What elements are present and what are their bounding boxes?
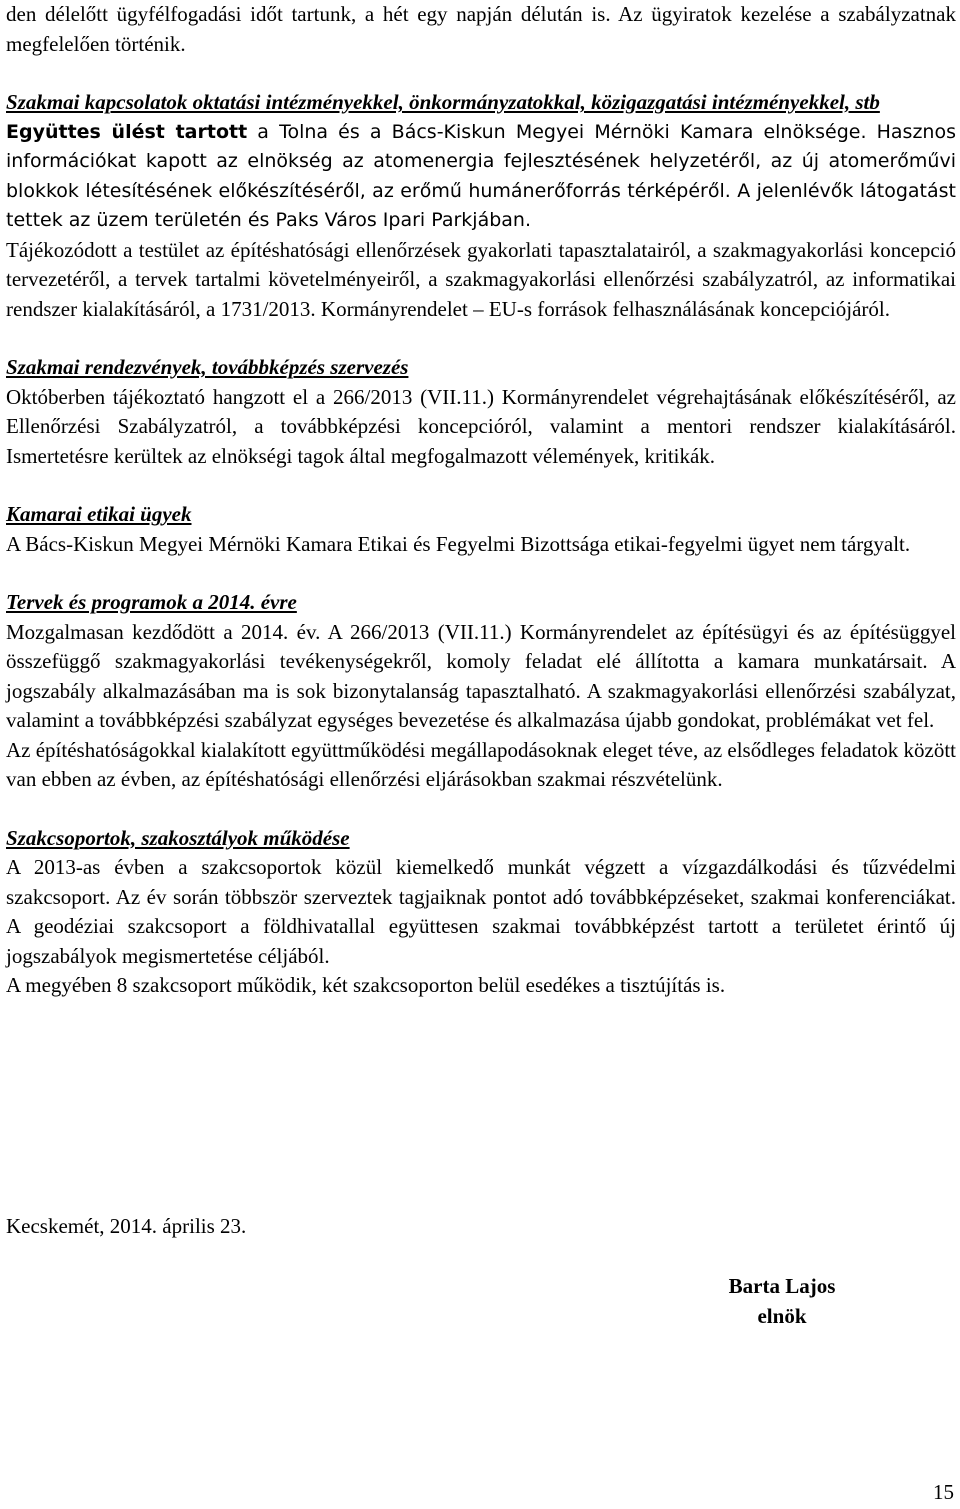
paragraph-szakcsoportok: A 2013-as évben a szakcsoportok közül kiemelkedő munkát végzett a vízgazdálkodási és tűzvédelmi szakcsoport. Az év során többször szerveztek tagjaiknak pontot adó továbbképzéseket, szakmai konferenciákat. A geodéziai szakcsoport a földhivatallal együttesen szakmai továbbképzést tartott a területet érintő új jogszabályok megismertetése céljából. xyxy=(6,855,956,968)
section-heading-rendezvenyek: Szakmai rendezvények, továbbképzés szervezés xyxy=(6,355,409,379)
signer-title: elnök xyxy=(757,1303,807,1328)
paragraph-oktoberben: Októberben tájékoztató hangzott el a 266/2013 (VII.11.) Kormányrendelet végrehajtásának előkészítéséről, az Ellenőrzési Szabályzatról, a továbbképzési koncepcióról, valamint a mentori rendszer kialakításáról. Ismertetésre kerültek az elnökségi tagok által megfogalmazott vélemények, kritikák. xyxy=(6,384,956,468)
paragraph-epiteshatosagokkal: Az építéshatóságokkal kialakított együttműködési megállapodásoknak eleget téve, az elsődleges feladatok között van ebben az évben, az építéshatósági ellenőrzési eljárásokban szakmai részvételünk. xyxy=(6,737,956,791)
signature-block xyxy=(712,1272,852,1331)
section-heading-szakcsoportok: Szakcsoportok, szakosztályok működése xyxy=(6,825,350,850)
paragraph-etikai: A Bács-Kiskun Megyei Mérnöki Kamara Etikai és Fegyelmi Bizottsága etikai-fegyelmi ügyet nem tárgyalt. xyxy=(6,531,911,556)
lead-text: Együttes ülést tartott xyxy=(6,120,248,143)
document-date: Kecskemét, 2014. április 23. xyxy=(6,1214,247,1238)
paragraph-tajekozodott: Tájékozódott a testület az építéshatósági ellenőrzések gyakorlati tapasztalatairól, a szakmagyakorlási koncepció tervezetéről, a tervek tartalmi követelményeiről, a szakmagyakorlási ellenőrzési szabályzatról, az informatikai rendszer kialakításáról, a 1731/2013. Kormányrendelet – EU-s források felhasználásának koncepciójáról. xyxy=(6,237,956,321)
paragraph-mozgalmasan: Mozgalmasan kezdődött a 2014. év. A 266/2013 (VII.11.) Kormányrendelet az építésügyi és az építésüggyel összefüggő szakmagyakorlási tevékenységekről, komoly feladat elé állította a kamara munkatársait. A jogszabály alkalmazásában ma is sok bizonytalanság tapasztalható. A szakmagyakorlási ellenőrzési szabályzat, valamint a továbbképzési szabályzat egységes bevezetése és alkalmazása újabb gondokat, problémákat vet fel. xyxy=(6,619,956,732)
section-heading-etikai: Kamarai etikai ügyek xyxy=(6,502,192,526)
section-heading-tervek: Tervek és programok a 2014. évre xyxy=(6,590,297,614)
page-number: 15 xyxy=(933,1480,954,1504)
paragraph-egyuttes-ules xyxy=(6,118,956,236)
section-heading-kapcsolatok: Szakmai kapcsolatok oktatási intézményekkel, önkormányzatokkal, közigazgatási intézményekkel, stb xyxy=(6,90,880,114)
signer-name: Barta Lajos xyxy=(728,1274,836,1298)
intro-paragraph: den délelőtt ügyfélfogadási időt tartunk, a hét egy napján délután is. Az ügyiratok kezelése a szabályzatnak megfelelően történik. xyxy=(6,2,956,56)
paragraph-text: a Tolna és a Bács-Kiskun Megyei Mérnöki Kamara elnöksége. Hasznos információkat kapott az elnökség az atomenergia fejlesztésének helyzetéről, az új atomerőművi blokkok létesítésének előkészítéséről, az erőmű humánerőforrás térképéről. A jelenlévők látogatást tettek az üzem területén és Paks Város Ipari Parkjában. xyxy=(6,120,956,231)
document-page xyxy=(6,0,956,1001)
paragraph-megyeben: A megyében 8 szakcsoport működik, két szakcsoporton belül esedékes a tisztújítás is. xyxy=(6,973,726,997)
